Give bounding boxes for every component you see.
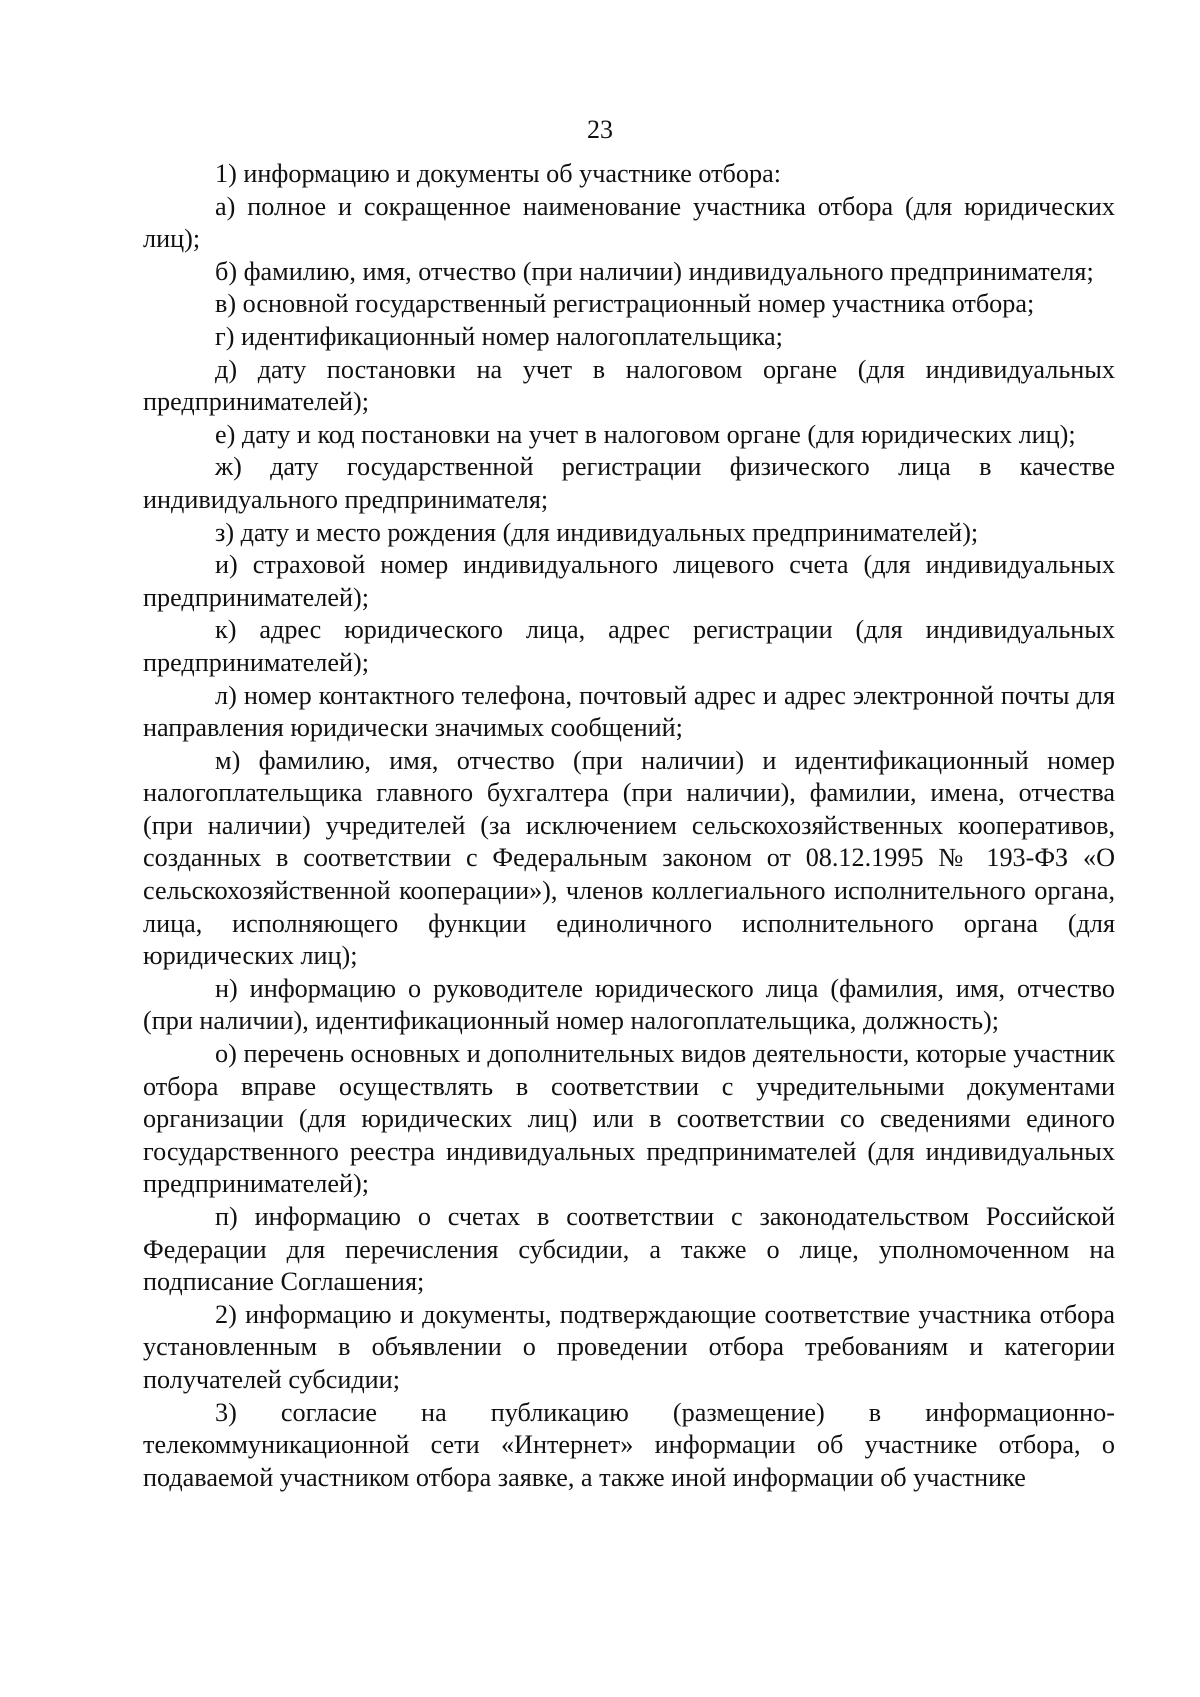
paragraph-3: 3) согласие на публикацию (размещение) в информационно-телекоммуникационной сети «Интернет» информации об участнике отбора, о подаваемой участником отбора заявке, а также иной информации об участнике <box>143 1397 1115 1492</box>
paragraph-1zh: ж) дату государственной регистрации физического лица в качестве индивидуального предпринимателя; <box>143 452 1115 514</box>
paragraph-1e: е) дату и код постановки на учет в налоговом органе (для юридических лиц); <box>215 419 1076 449</box>
paragraph-1v: в) основной государственный регистрационный номер участника отбора; <box>215 289 1035 319</box>
paragraph-1n: н) информацию о руководителе юридического лица (фамилия, имя, отчество (при наличии), идентификационный номер налогоплательщика, должность); <box>143 973 1115 1036</box>
paragraph-1l: л) номер контактного телефона, почтовый адрес и адрес электронной почты для направления юридически значимых сообщений; <box>143 680 1115 743</box>
paragraph-1p: п) информацию о счетах в соответствии с законодательством Российской Федерации для перечисления субсидии, а также о лице, уполномоченном на подписание Соглашения; <box>143 1202 1115 1297</box>
paragraph-1g: г) идентификационный номер налогоплательщика; <box>215 321 783 351</box>
paragraph-1o: о) перечень основных и дополнительных видов деятельности, которые участник отбора вправе осуществлять в соответствии с учредительными документами организации (для юридических лиц) или в соответствии со сведениями единого государственного реестра индивидуальных предпринимателей (для индивидуальных предпринимателей); <box>143 1039 1115 1199</box>
paragraph-1m: м) фамилию, имя, отчество (при наличии) и идентификационный номер налогоплательщика главного бухгалтера (при наличии), фамилии, имена, отчества (при наличии) учредителей (за исключением сельскохозяйственных кооперативов, созданных в соответствии с Федеральным законом от 08.12.1995 № 193-ФЗ «О сельскохозяйственной кооперации»), членов коллегиального исполнительного органа, лица, исполняющего функции единоличного исполнительного органа (для юридических лиц); <box>143 745 1115 971</box>
paragraph-1z: з) дату и место рождения (для индивидуальных предпринимателей); <box>215 517 979 547</box>
paragraph-1k: к) адрес юридического лица, адрес регистрации (для индивидуальных предпринимателей); <box>143 615 1115 677</box>
paragraph-1d: д) дату постановки на учет в налоговом органе (для индивидуальных предпринимателей); <box>143 354 1115 417</box>
page-number: 23 <box>587 115 613 144</box>
paragraph-2: 2) информацию и документы, подтверждающие соответствие участника отбора установленным в объявлении о проведении отбора требованиям и категории получателей субсидии; <box>143 1299 1115 1394</box>
paragraph-1b: б) фамилию, имя, отчество (при наличии) индивидуального предпринимателя; <box>215 256 1094 286</box>
document-body <box>143 158 1115 1494</box>
paragraph-1i: и) страховой номер индивидуального лицевого счета (для индивидуальных предпринимателей); <box>143 550 1115 612</box>
paragraph-1: 1) информацию и документы об участнике отбора: <box>215 159 781 188</box>
paragraph-1a: а) полное и сокращенное наименование участника отбора (для юридических лиц); <box>143 191 1115 254</box>
